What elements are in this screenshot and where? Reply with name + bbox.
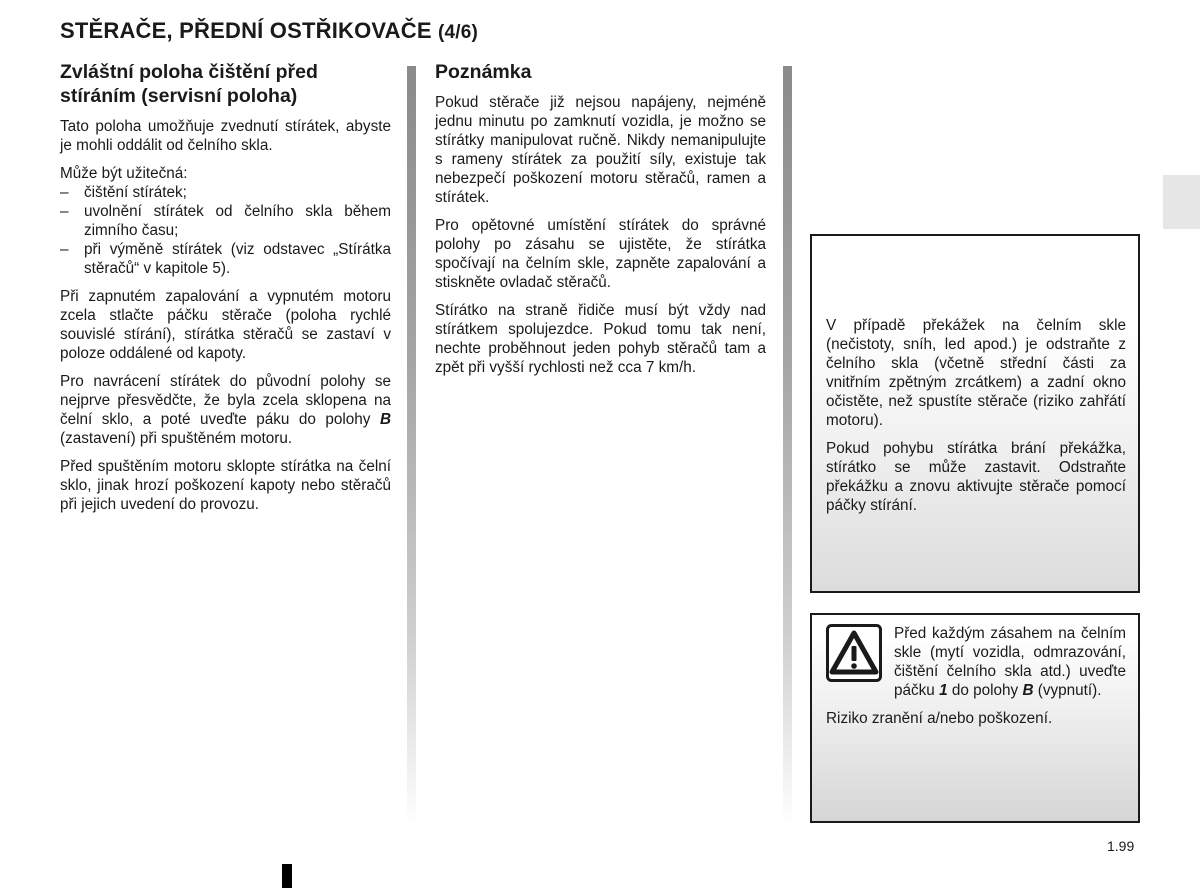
text-run: Před každým zásahem na čelním skle (mytí vozidla, odmrazování, čištění čelního skla atd.) uveďte páčku [894, 625, 1126, 699]
paragraph-return [60, 372, 391, 448]
list-item-text: uvolnění stírátek od čelního skla během zimního času; [84, 203, 391, 239]
paragraph-purpose: Tato poloha umožňuje zvednutí stírátek, abyste je mohli oddálit od čelního skla. [60, 118, 391, 154]
paragraph-manual-handling: Pokud stěrače již nejsou napájeny, nejméně jednu minutu po zamknutí vozidla, je možno se stírátky manipulovat ručně. Nikdy nemanipulujte s rameny stírátek za použití síly, existuje tak nebezpečí poškození motoru stěračů, ramen a stírátek. [435, 94, 766, 206]
print-mark [282, 864, 292, 888]
page-title [60, 18, 478, 44]
text-run: (zastavení) při spuštěném motoru. [60, 430, 293, 447]
warning-box-content [826, 624, 1126, 737]
warning-box [810, 613, 1140, 823]
warning-triangle-icon [826, 624, 882, 682]
position-label: B [1022, 682, 1034, 699]
list-item-text: čištění stírátek; [84, 184, 187, 201]
title-text: STĚRAČE, PŘEDNÍ OSTŘIKOVAČE [60, 18, 432, 43]
usage-list [60, 183, 391, 278]
list-item-text: při výměně stírátek (viz odstavec „Stírátka stěračů“ v kapitole 5). [84, 241, 391, 277]
list-item: – čištění stírátek; [60, 184, 187, 201]
text-run: Pro navrácení stírátek do původní polohy se nejprve přesvědčte, že byla zcela sklopena na čelní sklo, a poté uveďte páku do polohy [60, 373, 391, 428]
note-paragraph: Pokud pohybu stírátka brání překážka, stírátko se může zastavit. Odstraňte překážku a znovu aktivujte stěrače pomocí páčky stírání. [826, 440, 1126, 514]
section-heading-service-position: Zvláštní poloha čištění před stíráním (servisní poloha) [60, 61, 318, 107]
paragraph-before-start: Před spuštěním motoru sklopte stírátka na čelní sklo, jinak hrozí poškození kapoty nebo stěračů při jejich uvedení do provozu. [60, 458, 391, 513]
list-intro: Může být užitečná: [60, 165, 188, 182]
paragraph-repositioning: Pro opětovné umístění stírátek do správné polohy po zásahu se ujistěte, že stírátka spočívají na čelním skle, zapněte zapalování a stiskněte ovladač stěračů. [435, 217, 766, 291]
paragraph-driver-side: Stírátko na straně řidiče musí být vždy nad stírátkem spolujezdce. Pokud tomu tak není, nechte proběhnout jeden pohyb stěračů tam a zpět při vyšší rychlosti než cca 7 km/h. [435, 302, 766, 376]
note-box-content [826, 316, 1126, 524]
column-service-position [60, 60, 391, 523]
section-heading-note: Poznámka [435, 61, 532, 83]
note-paragraph: V případě překážek na čelním skle (nečistoty, sníh, led apod.) je odstraňte z čelního skla (včetně střední části za vnitřním zpětným zrcátkem) a zadní okno očistěte, než spustíte stěrače (riziko zahřátí motoru). [826, 317, 1126, 429]
lever-number: 1 [939, 682, 948, 699]
paragraph-activation: Při zapnutém zapalování a vypnutém motoru zcela stlačte páčku stěrače (poloha rychlé souvislé stírání), stírátka stěračů se zastaví v poloze oddálené od kapoty. [60, 288, 391, 362]
title-part-indicator: (4/6) [438, 22, 479, 43]
list-item: – při výměně stírátek (viz odstavec „Stírátka stěračů“ v kapitole 5). [60, 241, 391, 277]
page-number: 1.99 [1107, 838, 1135, 854]
text-run: do polohy [951, 682, 1019, 699]
note-box [810, 234, 1140, 593]
text-run: (vypnutí). [1037, 682, 1102, 699]
column-divider [407, 66, 416, 826]
column-divider [783, 66, 792, 826]
list-item: – uvolnění stírátek od čelního skla během zimního času; [60, 203, 391, 239]
warning-risk: Riziko zranění a/nebo poškození. [826, 710, 1053, 727]
chapter-side-tab [1163, 175, 1200, 229]
column-note [435, 60, 766, 386]
position-label: B [379, 411, 391, 428]
